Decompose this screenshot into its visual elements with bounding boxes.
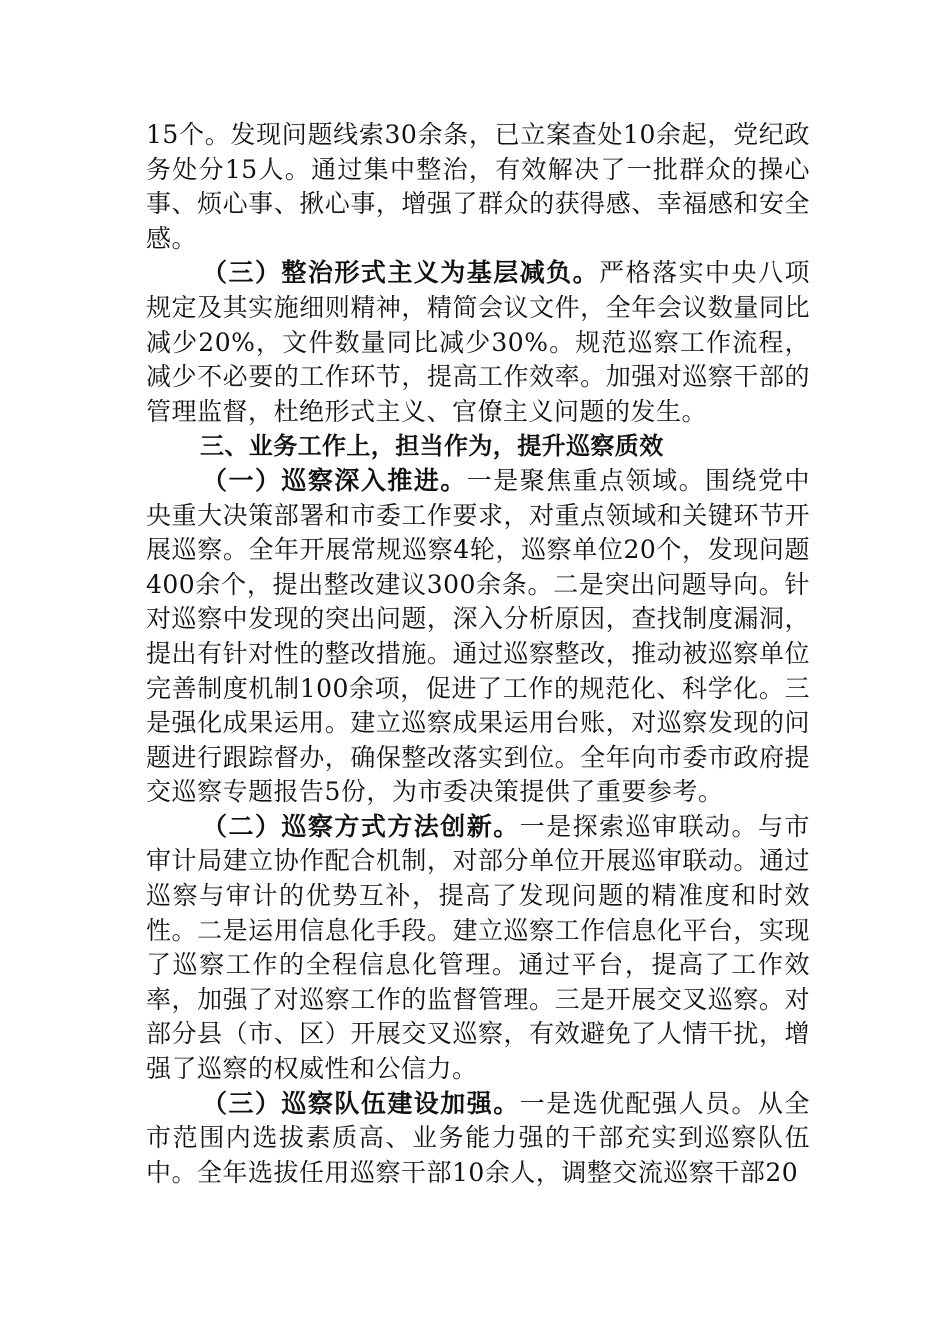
paragraph-body-innovation: 一是探索巡审联动。与市审计局建立协作配合机制，对部分单位开展巡审联动。通过巡察与审计的优势互补，提高了发现问题的精准度和时效性。二是运用信息化手段。建立巡察工作信息化平台，实现了巡察工作的全程信息化管理。通过平台，提高了工作效率，加强了对巡察工作的监督管理。三是开展交叉巡察。对部分县（市、区）开展交叉巡察，有效避免了人情干扰，增强了巡察的权威性和公信力。 bbox=[146, 811, 810, 1084]
paragraph-method-innovation bbox=[146, 810, 810, 1087]
paragraph-inspection-deepening bbox=[146, 464, 810, 810]
paragraph-lead-deepening: （一）巡察深入推进。 bbox=[202, 465, 467, 495]
paragraph-lead-formalism: （三）整治形式主义为基层减负。 bbox=[202, 258, 600, 288]
paragraph-body-team: 一是选优配强人员。从全市范围内选拔素质高、业务能力强的干部充实到巡察队伍中。全年选拔任用巡察干部10余人，调整交流巡察干部20 bbox=[146, 1088, 810, 1187]
continuation-paragraph: 15个。发现问题线索30余条，已立案查处10余起，党纪政务处分15人。通过集中整治，有效解决了一批群众的操心事、烦心事、揪心事，增强了群众的获得感、幸福感和安全感。 bbox=[146, 120, 810, 253]
paragraph-team-building bbox=[146, 1087, 810, 1191]
paragraph-lead-innovation: （二）巡察方式方法创新。 bbox=[202, 811, 520, 841]
paragraph-body-deepening: 一是聚焦重点领域。围绕党中央重大决策部署和市委工作要求，对重点领域和关键环节开展巡察。全年开展常规巡察4轮，巡察单位20个，发现问题400余个，提出整改建议300余条。二是突出问题导向。针对巡察中发现的突出问题，深入分析原因，查找制度漏洞，提出有针对性的整改措施。通过巡察整改，推动被巡察单位完善制度机制100余项，促进了工作的规范化、科学化。三是强化成果运用。建立巡察成果运用台账，对巡察发现的问题进行跟踪督办，确保整改落实到位。全年向市委市政府提交巡察专题报告5份，为市委决策提供了重要参考。 bbox=[146, 465, 810, 807]
paragraph-body-formalism: 严格落实中央八项规定及其实施细则精神，精简会议文件，全年会议数量同比减少20%，文件数量同比减少30%。规范巡察工作流程，减少不必要的工作环节，提高工作效率。加强对巡察干部的管理监督，杜绝形式主义、官僚主义问题的发生。 bbox=[146, 258, 810, 426]
document-body bbox=[146, 118, 810, 1190]
section-heading-business-work: 三、业务工作上，担当作为，提升巡察质效 bbox=[200, 432, 664, 461]
paragraph-lead-team: （三）巡察队伍建设加强。 bbox=[202, 1088, 520, 1118]
paragraph-formalism-reduction bbox=[146, 256, 810, 429]
